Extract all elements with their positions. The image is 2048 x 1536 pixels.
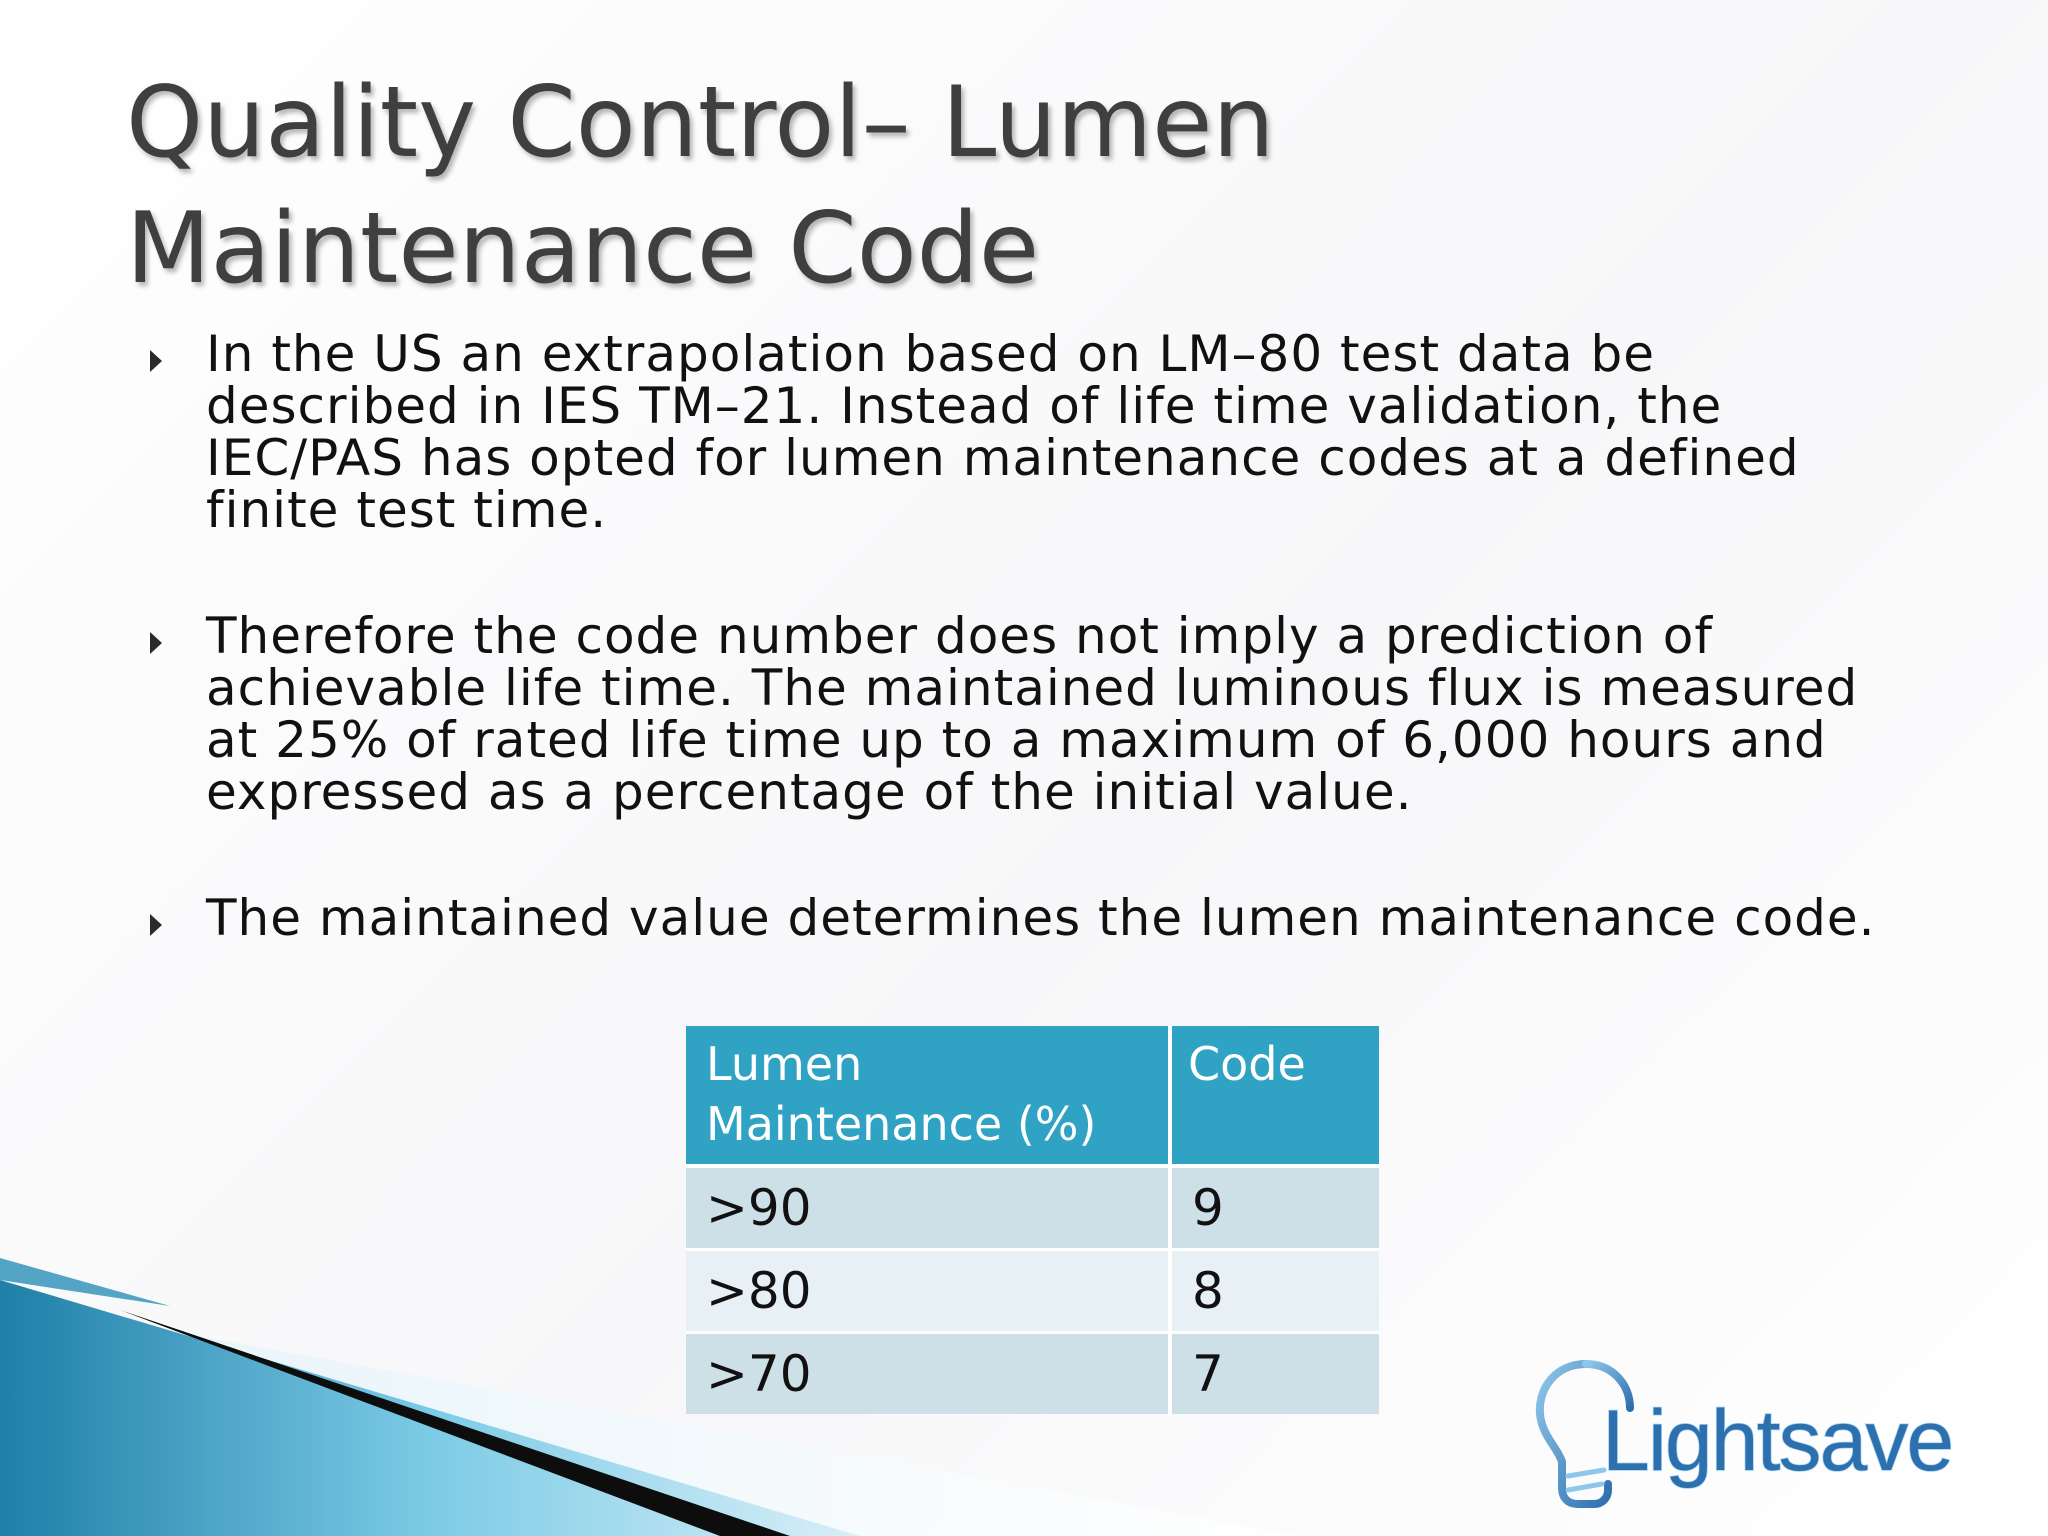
bullet-arrow-icon — [150, 632, 162, 654]
header-line: Lumen — [706, 1037, 863, 1091]
table-cell-lumen: >70 — [706, 1345, 812, 1403]
header-line: Code — [1188, 1037, 1306, 1091]
lightsave-logo — [1528, 1358, 2008, 1508]
bullet-arrow-icon — [150, 914, 162, 936]
bullet-text — [206, 889, 1906, 947]
bullet-line: The maintained value determines the lumen maintenance code. — [206, 889, 1876, 947]
table-cell-lumen: >80 — [706, 1262, 812, 1320]
bullet-line: IEC/PAS has opted for lumen maintenance codes at a defined — [206, 429, 1800, 487]
table-row — [686, 1334, 1379, 1414]
bullet-line: finite test time. — [206, 481, 608, 539]
bullet-line: at 25% of rated life time up to a maximum of 6,000 hours and — [206, 711, 1827, 769]
table-cell-code: 7 — [1192, 1345, 1224, 1403]
bullet-line: In the US an extrapolation based on LM–80 test data be — [206, 325, 1655, 383]
table-cell-lumen: >90 — [706, 1179, 812, 1237]
table-header-row — [686, 1026, 1379, 1164]
title-line: Quality Control– Lumen — [126, 66, 1275, 180]
bullet-text — [206, 325, 1906, 539]
lumen-code-table — [686, 1026, 1379, 1416]
table-row — [686, 1168, 1379, 1248]
table-header-lumen — [686, 1026, 1168, 1164]
table-row — [686, 1251, 1379, 1331]
table-divider — [686, 1248, 1379, 1251]
bullet-line: expressed as a percentage of the initial value. — [206, 763, 1413, 821]
table-cell-code: 8 — [1192, 1262, 1224, 1320]
logo-wordmark: Lightsave — [1602, 1393, 1953, 1489]
bullet-arrow-icon — [150, 350, 162, 372]
header-line: Maintenance (%) — [706, 1097, 1097, 1151]
bullet-text — [206, 607, 1906, 821]
table-divider — [686, 1331, 1379, 1334]
title-line: Maintenance Code — [126, 192, 1040, 306]
table-cell-code: 9 — [1192, 1179, 1224, 1237]
table-divider — [1168, 1026, 1172, 1416]
bullet-line: Therefore the code number does not imply a prediction of — [206, 607, 1713, 665]
table-header-code — [1168, 1026, 1379, 1164]
slide-title — [126, 60, 1626, 312]
bullet-line: described in IES TM–21. Instead of life time validation, the — [206, 377, 1723, 435]
bullet-line: achievable life time. The maintained luminous flux is measured — [206, 659, 1859, 717]
table-divider — [686, 1164, 1379, 1168]
